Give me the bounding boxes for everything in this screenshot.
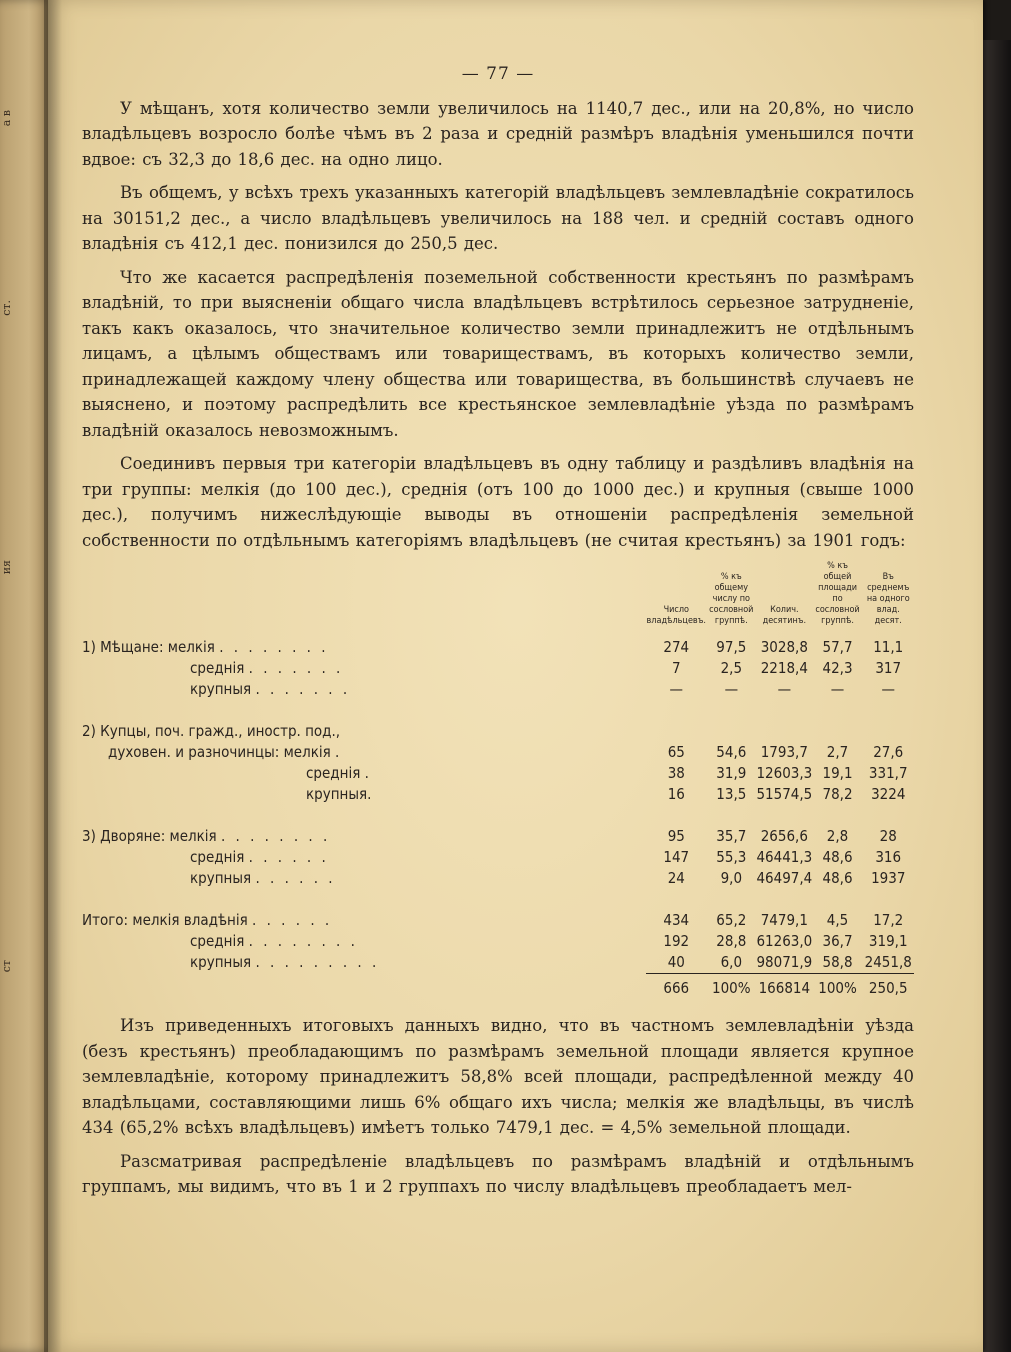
table-cell: 48,6 <box>822 848 853 866</box>
table-cell: 2451,8 <box>864 953 912 971</box>
table-cell: 19,1 <box>822 764 853 782</box>
row-label <box>82 742 646 763</box>
table-row <box>82 763 914 784</box>
leader-dots: . . . . . . . . <box>220 827 331 845</box>
land-ownership-table <box>82 561 914 999</box>
table-cell: 35,7 <box>716 827 747 845</box>
table-header-row <box>82 561 914 637</box>
table-cell: — <box>724 680 739 698</box>
row-label-text: крупныя <box>190 953 252 972</box>
table-cell: 12603,3 <box>756 764 813 782</box>
row-label-text: 2) Купцы, поч. гражд., иностр. под., <box>82 722 341 740</box>
row-label <box>82 658 646 679</box>
table-cell: 58,8 <box>822 953 853 971</box>
table-cell: 42,3 <box>822 659 853 677</box>
row-label-text: крупныя <box>190 869 252 887</box>
table-cell: 3224 <box>871 785 906 803</box>
table-spacer <box>82 805 914 826</box>
table-cell: 24 <box>667 869 685 887</box>
row-label <box>82 847 646 868</box>
table-cell: 31,9 <box>716 764 747 782</box>
table-cell: 2656,6 <box>760 827 808 845</box>
table-cell <box>862 721 914 742</box>
table-spacer <box>82 889 914 910</box>
table-cell: 65,2 <box>716 911 747 929</box>
row-label <box>82 784 646 805</box>
table-cell: 331,7 <box>868 764 908 782</box>
leader-dots: . . . . . . . . . <box>255 953 380 972</box>
table-row <box>82 658 914 679</box>
table-cell: 9,0 <box>720 869 743 887</box>
row-label-text: 3) Дворяне: мелкія <box>82 827 217 845</box>
paragraph: Разсматривая распредѣленіе владѣльцевъ по размѣрамъ владѣній и отдѣльнымъ группамъ, мы видимъ, что въ 1 и 2 группахъ по числу владѣльцевъ преобладаетъ мел- <box>82 1151 914 1196</box>
table-cell: 78,2 <box>822 785 853 803</box>
table-row <box>82 637 914 658</box>
table-cell: 317 <box>875 659 902 677</box>
paragraph: Соединивъ первыя три категоріи владѣльцевъ въ одну таблицу и раздѣливъ владѣнія на три группы: мелкія (до 100 дес.), среднія (отъ 100 до 1000 дес.) и крупныя (свыше 1000 дес.), получимъ нижеслѣдующіе выводы въ отношеніи распредѣленія земельной собственности по отдѣльнымъ категоріямъ владѣльцевъ (не считая крестьянъ) за 1901 годъ: <box>82 454 914 550</box>
table-cell: 61263,0 <box>756 932 813 950</box>
table-row <box>82 679 914 700</box>
table-cell: 36,7 <box>822 932 853 950</box>
row-label <box>82 721 646 742</box>
leader-dots: . . . . . . <box>248 848 329 866</box>
table-cell: 7 <box>671 659 681 677</box>
table-body <box>82 637 914 999</box>
table-cell <box>707 721 757 742</box>
table-cell: 28,8 <box>716 932 747 950</box>
table-cell: 7479,1 <box>760 911 808 929</box>
table-cell: 319,1 <box>868 932 908 950</box>
table-cell: 65 <box>667 743 685 761</box>
table-cell: 97,5 <box>716 638 747 656</box>
leader-dots: . . . . . . <box>252 911 333 929</box>
table-cell <box>756 721 813 742</box>
total-cell: 166814 <box>756 974 813 1000</box>
row-label <box>82 679 646 700</box>
table-cell: 46497,4 <box>756 869 813 887</box>
table-total-row <box>82 974 914 1000</box>
total-label-blank <box>82 974 646 1000</box>
table-cell: 98071,9 <box>756 953 813 971</box>
leader-dots: . . . . . . . . <box>219 638 329 656</box>
table-cell: — <box>669 680 684 698</box>
table-header: % къ общему числу по сословной группѣ. <box>709 572 754 626</box>
table-cell: 17,2 <box>873 911 904 929</box>
row-label-text: крупныя <box>190 680 252 698</box>
table-cell: 2,5 <box>720 659 743 677</box>
table-cell <box>813 721 863 742</box>
table-row <box>82 826 914 847</box>
row-label <box>82 931 646 952</box>
table-cell: 54,6 <box>716 743 747 761</box>
leader-dots: . <box>364 764 372 782</box>
margin-text: а в <box>0 110 13 127</box>
row-label-text: 1) Мѣщане: мелкія <box>82 638 215 656</box>
table-cell <box>646 721 707 742</box>
table-cell: 13,5 <box>716 785 747 803</box>
table-header: Колич. десятинъ. <box>762 605 807 626</box>
leader-dots: . . . . . . . <box>248 659 344 677</box>
table-cell: — <box>830 680 845 698</box>
page-content <box>82 62 914 1208</box>
table-spacer-row <box>82 700 914 721</box>
row-label <box>82 763 646 784</box>
table-cell: 95 <box>667 827 685 845</box>
leader-dots: . . . . . . . <box>255 680 351 698</box>
book-cover-edge <box>979 40 1011 1352</box>
margin-text: ия <box>0 560 13 575</box>
row-label <box>82 826 646 847</box>
table-cell: — <box>777 680 792 698</box>
book-page <box>48 0 983 1352</box>
row-label-text: среднія <box>306 764 361 782</box>
table-cell: 4,5 <box>826 911 849 929</box>
table-cell: 27,6 <box>873 743 904 761</box>
table-cell: 11,1 <box>873 638 904 656</box>
table-row <box>82 784 914 805</box>
table-cell: 16 <box>667 785 685 803</box>
leader-dots: . <box>335 743 343 761</box>
table-cell: — <box>881 680 895 698</box>
row-label <box>82 637 646 658</box>
table-cell: 6,0 <box>720 953 743 971</box>
table-cell: 274 <box>663 638 690 656</box>
table-cell: 2218,4 <box>760 659 808 677</box>
table-cell: 28 <box>879 827 897 845</box>
table-cell: 1793,7 <box>760 743 808 761</box>
paragraph: Изъ приведенныхъ итоговыхъ данныхъ видно, что въ частномъ землевладѣніи уѣзда (безъ крестьянъ) преобладающимъ по размѣрамъ земельной площади является крупное землевладѣніе, которому принадлежитъ 58,8% всей площади, распредѣленной между 40 владѣльцами, составляющими лишь 6% общаго ихъ числа; мелкія же владѣльцы, въ числѣ 434 (65,2% всѣхъ владѣльцевъ) имѣетъ только 7479,1 дес. = 4,5% земельной площади. <box>82 1016 914 1137</box>
table-cell: 316 <box>875 848 902 866</box>
row-label <box>82 952 646 974</box>
total-cell: 666 <box>646 974 707 1000</box>
table-cell: 1937 <box>871 869 906 887</box>
table-cell: 147 <box>663 848 690 866</box>
book-gutter-shadow <box>44 0 62 1352</box>
row-label-text: крупныя. <box>306 785 372 803</box>
row-label <box>82 868 646 889</box>
table-cell: 46441,3 <box>756 848 813 866</box>
table-row <box>82 847 914 868</box>
paragraph: Въ общемъ, у всѣхъ трехъ указанныхъ категорій владѣльцевъ землевладѣніе сократилось на 30151,2 дес., а число владѣльцевъ увеличилось на 188 чел. и средній составъ одного владѣнія съ 412,1 дес. понизился до 250,5 дес. <box>82 183 914 253</box>
table-spacer <box>82 700 914 721</box>
row-label-text: духовен. и разночинцы: мелкія <box>108 743 331 761</box>
table-row <box>82 931 914 952</box>
total-cell: 100% <box>813 974 863 1000</box>
table-header: Въ среднемъ на одного влад. десят. <box>866 572 910 626</box>
paragraph: У мѣщанъ, хотя количество земли увеличилось на 1140,7 дес., или на 20,8%, но число владѣльцевъ возросло болѣе чѣмъ въ 2 раза и средній размѣръ владѣнія уменьшился почти вдвое: съ 32,3 до 18,6 дес. на одно лицо. <box>82 98 914 169</box>
leader-dots: . . . . . . . . <box>248 932 358 950</box>
table-cell: 2,7 <box>826 743 849 761</box>
table-cell: 3028,8 <box>760 638 808 656</box>
table-row <box>82 721 914 742</box>
table-cell: 48,6 <box>822 869 853 887</box>
total-cell: 250,5 <box>862 974 914 1000</box>
table-cell: 55,3 <box>716 848 747 866</box>
table-cell: 51574,5 <box>756 785 813 803</box>
row-label-text: среднія <box>190 848 245 866</box>
table-row <box>82 742 914 763</box>
table-row <box>82 910 914 931</box>
table-cell: 38 <box>667 764 685 782</box>
table-header-blank <box>82 561 646 637</box>
page-number: — 77 — <box>461 64 535 84</box>
table-header: % къ общей площади по сословной группѣ. <box>815 561 860 626</box>
total-cell: 100% <box>707 974 757 1000</box>
table-cell: 2,8 <box>826 827 849 845</box>
table-row <box>82 952 914 974</box>
table-spacer-row <box>82 805 914 826</box>
margin-text: ст. <box>0 300 13 316</box>
table-cell: 192 <box>663 932 690 950</box>
table-spacer-row <box>82 889 914 910</box>
table-cell: 434 <box>663 911 690 929</box>
table-cell: 57,7 <box>822 638 853 656</box>
table-row <box>82 868 914 889</box>
paragraph: Что же касается распредѣленія поземельной собственности крестьянъ по размѣрамъ владѣній, то при выясненіи общаго числа владѣльцевъ встрѣтилось серьезное затрудненіе, такъ какъ оказалось, что значительное количество земли принадлежитъ не отдѣльнымъ лицамъ, а цѣлымъ обществамъ или товариществамъ, въ которыхъ количество земли, принадлежащей каждому члену общества или товарищества, въ большинствѣ случаевъ не выяснено, и поэтому распредѣлить все крестьянское землевладѣніе уѣзда по размѣрамъ владѣній оказалось невозможнымъ. <box>82 267 914 440</box>
table-header: Число владѣльцевъ. <box>646 605 706 626</box>
row-label <box>82 910 646 931</box>
row-label-text: среднія <box>190 932 245 950</box>
row-label-text: среднія <box>190 659 245 677</box>
margin-text: ст <box>0 960 13 973</box>
table-cell: 40 <box>667 953 685 971</box>
row-label-text: Итого: мелкія владѣнія <box>82 911 248 929</box>
leader-dots: . . . . . . <box>255 869 336 887</box>
